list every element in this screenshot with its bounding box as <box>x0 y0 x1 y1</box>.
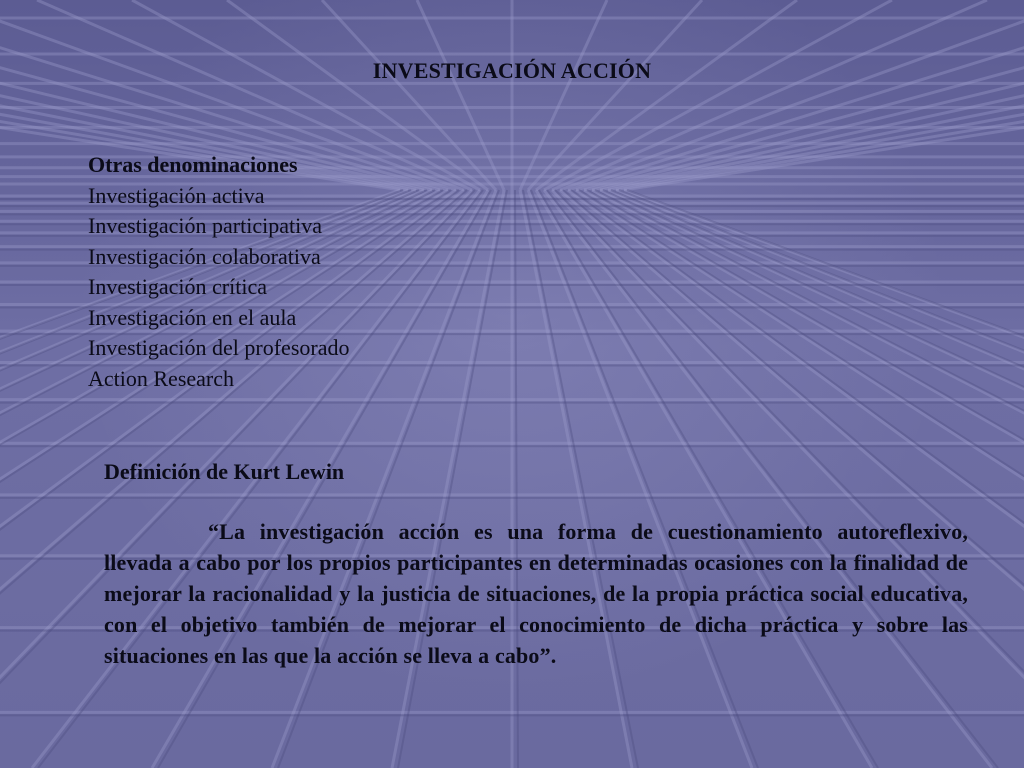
definition-heading: Definición de Kurt Lewin <box>104 459 345 484</box>
list-item: Investigación del profesorado <box>88 335 350 360</box>
list-item: Investigación crítica <box>88 274 267 299</box>
denominations-section <box>88 150 688 394</box>
list-item: Investigación activa <box>88 182 265 208</box>
list-item: Action Research <box>88 365 234 391</box>
list-item: Investigación colaborativa <box>88 243 321 269</box>
denominations-list <box>88 181 688 395</box>
denominations-heading: Otras denominaciones <box>88 152 298 177</box>
slide-title: INVESTIGACIÓN ACCIÓN <box>372 58 652 83</box>
list-item: Investigación participativa <box>88 213 322 238</box>
list-item: Investigación en el aula <box>88 304 297 330</box>
definition-quote: “La investigación acción es una forma de cuestionamiento autoreflexivo, llevada a cabo por los propios participantes en determinadas ocasiones con la finalidad de mejorar la racionalidad y la justicia de situaciones, de la propia práctica social educativa, con el objetivo también de mejorar el conocimiento de dicha práctica y sobre las situaciones en las que la acción se lleva a cabo”. <box>104 519 968 668</box>
